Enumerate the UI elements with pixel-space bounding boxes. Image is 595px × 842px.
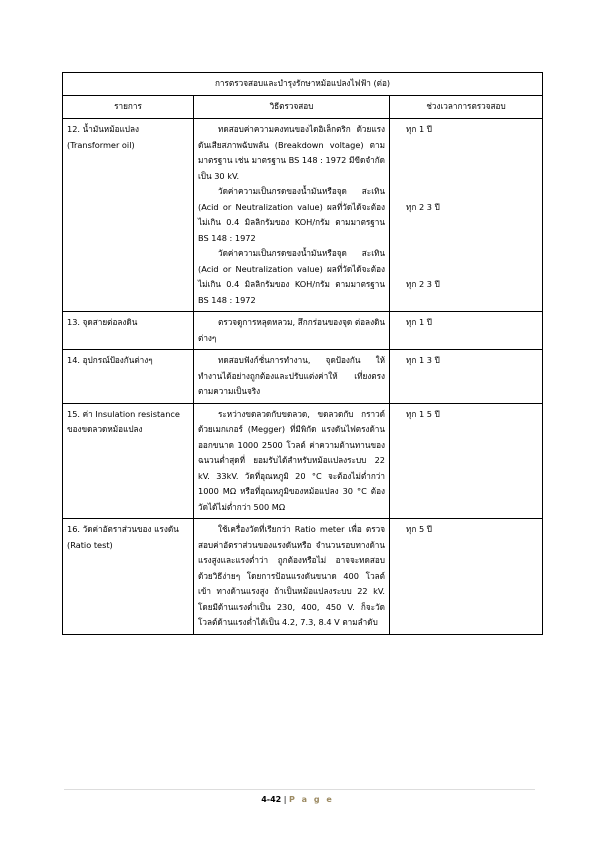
header-item: รายการ <box>63 96 194 119</box>
period-text: ทุก 5 ปี <box>406 524 432 534</box>
item-cell <box>63 312 194 350</box>
method-cell <box>194 119 390 312</box>
table-row <box>63 350 543 404</box>
table-row <box>63 312 543 350</box>
table-row <box>63 119 543 312</box>
period-text: ทุก 1 ปี <box>406 317 432 327</box>
method-text: วัดค่าความเป็นกรดของน้ำมันหรือจุด สะเทิน (Acid or Neutralization value) ผลที่วัดได้จะต้องไม่เกิน 0.4 มิลลิกรัมของ KOH/กรัม ตามมาตรฐาน BS 148 : 1972 <box>198 186 385 243</box>
page-footer <box>0 795 595 804</box>
item-cell <box>63 519 194 635</box>
period-text: ทุก 1 3 ปี <box>406 355 440 365</box>
method-text: ใช้เครื่องวัดที่เรียกว่า Ratio meter เพื่อ ตรวจสอบค่าอัตราส่วนของแรงดันหรือ จำนวนรอบทางด้านแรงสูงและแรงต่ำว่า ถูกต้องหรือไม่ อาจจะทดสอบด้วยวิธีง่ายๆ โดยการป้อนแรงดันขนาด 400 โวลต์เข้า ทางด้านแรงสูง ถ้าเป็นหม้อแปลงระบบ 22 kV. โดยมีด้านแรงต่ำเป็น 230, 400, 450 V. ก็จะวัดโวลต์ด้านแรงต่ำได้เป็น 4.2, 7.3, 8.4 V ตามลำดับ <box>198 524 385 627</box>
header-method: วิธีตรวจสอบ <box>194 96 390 119</box>
item-cell <box>63 119 194 312</box>
table-title: การตรวจสอบและบำรุงรักษาหม้อแปลงไฟฟ้า (ต่อ) <box>63 73 543 96</box>
method-text: ทดสอบฟังก์ชั่นการทำงาน, จุดป้องกัน ให้ ทำงานได้อย่างถูกต้องและปรับแต่งค่าให้ เที่ยงตรงตามความเป็นจริง <box>198 355 385 396</box>
page-word: P a g e <box>289 795 334 804</box>
item-label: (Transformer oil) <box>67 139 135 150</box>
method-text: ทดสอบค่าความคงทนของไดอิเล็กตริก ด้วยแรงดันเสียสภาพฉับพลัน (Breakdown voltage) ตามมาตรฐาน เช่น มาตรฐาน BS 148 : 1972 มีขีดจำกัด เป็น 30 kV. <box>198 124 385 181</box>
period-text: ทุก 2 3 ปี <box>406 279 440 289</box>
period-text: ทุก 1 5 ปี <box>406 408 440 419</box>
header-period: ช่วงเวลาการตรวจสอบ <box>390 96 543 119</box>
maintenance-table <box>62 72 543 635</box>
period-cell <box>390 350 543 404</box>
method-text: ตรวจดูการหลุดหลวม, สึกกร่อนของจุด ต่อลงดินต่างๆ <box>198 317 385 343</box>
footer-separator: | <box>283 795 287 804</box>
table-header-row <box>63 96 543 119</box>
page-number: 4-42 <box>261 795 282 804</box>
method-cell <box>194 403 390 519</box>
item-label: 14. อุปกรณ์ป้องกันต่างๆ <box>67 355 153 365</box>
period-cell <box>390 312 543 350</box>
period-cell <box>390 519 543 635</box>
method-cell <box>194 519 390 635</box>
period-cell <box>390 403 543 519</box>
item-cell <box>63 403 194 519</box>
item-label: 15. ค่า Insulation resistance ของขดลวดหม้อแปลง <box>67 408 180 434</box>
item-cell <box>63 350 194 404</box>
table-row <box>63 519 543 635</box>
method-text: วัดค่าความเป็นกรดของน้ำมันหรือจุด สะเทิน (Acid or Neutralization value) ผลที่วัดได้จะต้องไม่เกิน 0.4 มิลลิกรัมของ KOH/กรัม ตามมาตรฐาน BS 148 : 1972 <box>198 248 385 305</box>
table-title-row <box>63 73 543 96</box>
footer-divider <box>64 789 535 790</box>
period-text: ทุก 1 ปี <box>406 124 432 134</box>
method-cell <box>194 350 390 404</box>
method-cell <box>194 312 390 350</box>
item-label: 16. วัดค่าอัตราส่วนของ แรงดัน (Ratio test) <box>67 524 179 550</box>
period-cell <box>390 119 543 312</box>
table-row <box>63 403 543 519</box>
item-label: 13. จุดสายต่อลงดิน <box>67 317 138 327</box>
period-text: ทุก 2 3 ปี <box>406 201 440 212</box>
item-label: 12. น้ำมันหม้อแปลง <box>67 124 140 134</box>
method-text: ระหว่างขดลวดกับขดลวด, ขดลวดกับ กราวด์ด้วยเมกเกอร์ (Megger) ที่มีพิกัด แรงดันไฟตรงด้านออกขนาด 1000 2500 โวลต์ ค่าความต้านทานของฉนวนต่ำสุดที่ ยอมรับได้สำหรับหม้อแปลงระบบ 22 kV. 33kV. วัดที่อุณหภูมิ 20 °C จะต้องไม่ต่ำกว่า 1000 MΩ หรือที่อุณหภูมิของหม้อแปลง 30 °C ต้องวัดได้ไม่ต่ำกว่า 500 MΩ <box>198 408 385 512</box>
